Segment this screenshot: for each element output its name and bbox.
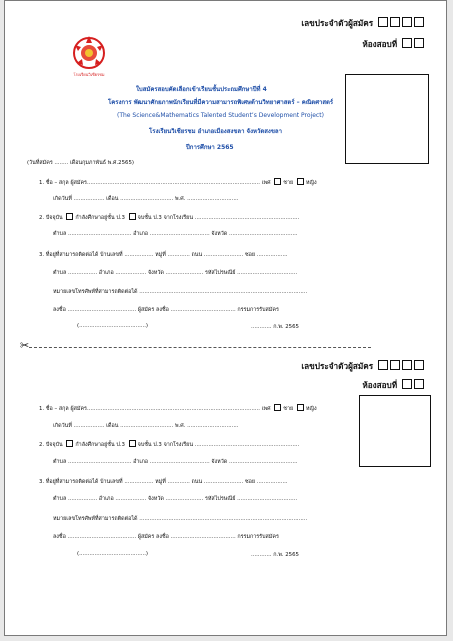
signature-date-2[interactable]: ............ ก.พ. 2565 [251,552,299,558]
female-checkbox[interactable] [297,178,304,185]
school-field[interactable]: จบชั้น ป.3 จากโรงเรียน ............................................................. [137,215,300,221]
academic-year: ปีการศึกษา 2565 [186,144,234,151]
male-checkbox-2[interactable] [274,404,281,411]
exam-room-row-2 [362,379,424,392]
name-row-2 [39,404,317,413]
address-location-field-2[interactable]: ตำบล ................. อำเภอ .................. จังหวัด ...................... รหัสไปรษณีย์ ................................... [53,496,298,502]
address-location-field[interactable]: ตำบล ................. อำเภอ .................. จังหวัด ...................... รหัสไปรษณีย์ ................................... [53,270,298,276]
education-row-2 [39,440,299,449]
exam-room-label: ห้องสอบที่ [362,39,398,49]
male-label-2: ชาย [283,406,294,412]
cut-line [29,347,371,348]
education-label-2: 2. ปัจจุบัน [39,442,63,448]
male-checkbox[interactable] [274,178,281,185]
address-field[interactable]: 3. ที่อยู่ที่สามารถติดต่อได้ บ้านเลขที่ ................. หมู่ที่ ............. ถนน ....................... ซอย .................. [39,252,288,258]
signature-row[interactable]: ลงชื่อ ........................................ ผู้สมัคร ลงชื่อ ...................................... กรรมการรับสมัคร [53,307,279,313]
graduated-checkbox-2[interactable] [129,440,136,447]
school-location-field-2[interactable]: ตำบล ..................................... อำเภอ ................................... จังหวัด ........................................ [53,459,298,465]
studying-label: กำลังศึกษาอยู่ชั้น ป.3 [75,215,125,221]
school-location-field[interactable]: ตำบล ..................................... อำเภอ ................................... จังหวัด ........................................ [53,231,298,237]
female-label: หญิง [305,180,317,186]
applicant-number-boxes-2[interactable] [376,360,424,371]
exam-room-label-2: ห้องสอบที่ [362,380,398,390]
studying-checkbox[interactable] [66,213,73,220]
education-label: 2. ปัจจุบัน [39,215,63,221]
school-name: โรงเรียนวิเชียรชม อำเภอเมืองสงขลา จังหวัดสงขลา [149,128,282,135]
signature-date[interactable]: ............ ก.พ. 2565 [251,324,299,330]
applicant-number-boxes[interactable] [376,17,424,28]
phone-field-2[interactable]: หมายเลขโทรศัพท์ที่สามารถติดต่อได้ .................................................................................................. [53,516,308,522]
school-logo [69,31,109,81]
applicant-number-label-2: เลขประจำตัวผู้สมัคร [301,361,374,371]
photo-box-2 [359,395,431,467]
address-field-2[interactable]: 3. ที่อยู่ที่สามารถติดต่อได้ บ้านเลขที่ ................. หมู่ที่ ............. ถนน ....................... ซอย .................. [39,479,288,485]
name-field-2[interactable]: 1. ชื่อ – สกุล ผู้สมัคร..................................................................................................... เพศ [39,406,271,412]
form-title: ใบสมัครสอบคัดเลือกเข้าเรียนชั้นประถมศึกษาปีที่ 4 [136,86,267,93]
female-checkbox-2[interactable] [297,404,304,411]
signature-name[interactable]: (.......................................) [77,323,149,329]
applicant-number-label: เลขประจำตัวผู้สมัคร [301,18,374,28]
signature-name-2[interactable]: (.......................................) [77,551,149,557]
applicant-number-row [301,17,424,30]
education-row [39,213,299,222]
application-form-page [4,0,447,636]
studying-checkbox-2[interactable] [66,440,73,447]
logo-caption: โรงเรียนวิเชียรชม [73,72,105,77]
birth-date-field[interactable]: เกิดวันที่ .................. เดือน ............................... พ.ศ. .............................. [53,196,239,202]
project-title: โครงการ พัฒนาศักยภาพนักเรียนที่มีความสามารถพิเศษด้านวิทยาศาสตร์ – คณิตศาสตร์ [108,99,334,106]
photo-box [345,74,429,164]
application-date: (วันที่สมัคร ........ เดือนกุมภาพันธ์ พ.ศ.2565) [27,160,134,166]
female-label-2: หญิง [305,406,317,412]
name-field[interactable]: 1. ชื่อ – สกุล ผู้สมัคร..................................................................................................... เพศ [39,180,271,186]
studying-label-2: กำลังศึกษาอยู่ชั้น ป.3 [75,442,125,448]
phone-field[interactable]: หมายเลขโทรศัพท์ที่สามารถติดต่อได้ .................................................................................................. [53,289,308,295]
scissors-icon: ✂ [20,339,30,352]
project-title-english: (The Science&Mathematics Talented Student’s Development Project) [117,112,324,119]
birth-date-field-2[interactable]: เกิดวันที่ .................. เดือน ............................... พ.ศ. .............................. [53,423,239,429]
school-field-2[interactable]: จบชั้น ป.3 จากโรงเรียน ............................................................. [137,442,300,448]
name-row [39,178,317,187]
male-label: ชาย [283,180,294,186]
exam-room-boxes-2[interactable] [400,379,424,390]
exam-room-boxes[interactable] [400,38,424,49]
signature-row-2[interactable]: ลงชื่อ ........................................ ผู้สมัคร ลงชื่อ ...................................... กรรมการรับสมัคร [53,534,279,540]
graduated-checkbox[interactable] [129,213,136,220]
exam-room-row [362,38,424,51]
applicant-number-row-2 [301,360,424,373]
